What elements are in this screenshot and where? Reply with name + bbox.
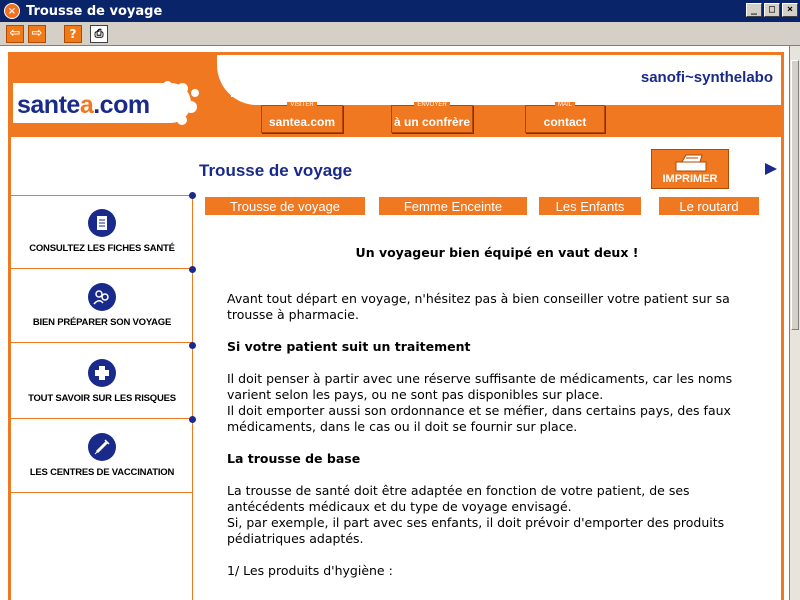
send-colleague-button[interactable]	[391, 102, 473, 133]
logo-main: sante	[17, 91, 80, 119]
contact-big-label: contact	[543, 115, 587, 129]
close-button[interactable]: ×	[782, 3, 798, 17]
sidebar-item-vaccination[interactable]	[11, 419, 193, 493]
tab-femme-enceinte[interactable]: Femme Enceinte	[379, 197, 527, 215]
send-small-label: ENVOYER	[414, 102, 449, 108]
tab-trousse-de-voyage[interactable]: Trousse de voyage	[205, 197, 365, 215]
logo-accent: a	[79, 91, 94, 119]
sidebar-item-label: LES CENTRES DE VACCINATION	[29, 467, 175, 478]
send-big-label: à un confrère	[393, 115, 471, 129]
article-body	[227, 245, 767, 595]
site-header	[11, 55, 781, 137]
app-icon: ×	[4, 3, 20, 19]
sidebar-dot	[189, 416, 196, 423]
window-titlebar	[0, 0, 800, 22]
sidebar-dot	[189, 266, 196, 273]
document-icon	[88, 209, 116, 237]
article-lead: Un voyageur bien équipé en vaut deux !	[355, 245, 639, 260]
tab-le-routard[interactable]: Le routard	[659, 197, 759, 215]
sidebar-dot	[189, 192, 196, 199]
contact-button[interactable]	[525, 102, 605, 133]
sidebar-item-risques[interactable]	[11, 345, 193, 419]
logo-bubbles-icon	[149, 79, 205, 127]
visit-santea-button[interactable]	[261, 102, 343, 133]
article-intro: Avant tout départ en voyage, n'hésitez pas à bien conseiller votre patient sur sa trousse à pharmacie.	[227, 291, 730, 322]
sidebar-item-label: CONSULTEZ LES FICHES SANTÉ	[29, 243, 175, 254]
site-logo[interactable]	[17, 91, 150, 120]
sponsor-brand[interactable]: sanofi~synthelabo	[640, 69, 773, 86]
vertical-scrollbar[interactable]	[790, 46, 800, 600]
sidebar	[11, 195, 193, 600]
next-arrow-icon[interactable]	[765, 163, 777, 175]
tab-les-enfants[interactable]: Les Enfants	[539, 197, 641, 215]
maximize-button[interactable]: □	[764, 3, 780, 17]
people-icon	[88, 283, 116, 311]
printer-icon	[674, 154, 708, 172]
page-title: Trousse de voyage	[199, 161, 353, 180]
sidebar-item-label: BIEN PRÉPARER SON VOYAGE	[32, 317, 172, 328]
scrollbar-thumb[interactable]	[791, 60, 799, 330]
print-button[interactable]	[651, 149, 729, 189]
syringe-icon	[88, 433, 116, 461]
visit-big-label: santea.com	[268, 115, 336, 129]
medical-cross-icon	[88, 359, 116, 387]
back-arrow-icon[interactable]: ⇦	[6, 25, 24, 43]
article-paragraph: Si, par exemple, il part avec ses enfants, il doit prévoir d'emporter des produits pédiatriques adaptés.	[227, 515, 725, 546]
contact-small-label: MAIL	[555, 102, 575, 108]
article-paragraph: 1/ Les produits d'hygiène :	[227, 563, 393, 578]
sidebar-item-label: TOUT SAVOIR SUR LES RISQUES	[28, 393, 176, 404]
sidebar-dot	[189, 342, 196, 349]
window-title: Trousse de voyage	[26, 3, 163, 19]
visit-small-label: VISITER	[287, 102, 316, 108]
window-controls	[746, 3, 798, 17]
sidebar-item-fiches-sante[interactable]	[11, 195, 193, 269]
print-icon[interactable]: ⎙	[90, 25, 108, 43]
minimize-button[interactable]: _	[746, 3, 762, 17]
article-paragraph: Il doit penser à partir avec une réserve suffisante de médicaments, car les noms varient selon les pays, ou ne sont pas disponibles sur place.	[227, 371, 733, 402]
logo-tail: .com	[93, 91, 150, 119]
help-icon[interactable]: ?	[64, 25, 82, 43]
browser-toolbar	[0, 22, 800, 46]
site-container	[8, 52, 784, 600]
article-paragraph: Il doit emporter aussi son ordonnance et se méfier, dans certains pays, des faux médicaments, dans le cas ou il doit se fournir sur place.	[227, 403, 731, 434]
section-heading: Si votre patient suit un traitement	[227, 339, 471, 354]
page-frame	[0, 46, 790, 600]
forward-arrow-icon[interactable]: ⇨	[28, 25, 46, 43]
sidebar-item-preparer-voyage[interactable]	[11, 269, 193, 343]
article-paragraph: La trousse de santé doit être adaptée en fonction de votre patient, de ses antécédents médicaux et du type de voyage envisagé.	[227, 483, 690, 514]
print-label: IMPRIMER	[662, 173, 718, 185]
section-heading: La trousse de base	[227, 451, 361, 466]
